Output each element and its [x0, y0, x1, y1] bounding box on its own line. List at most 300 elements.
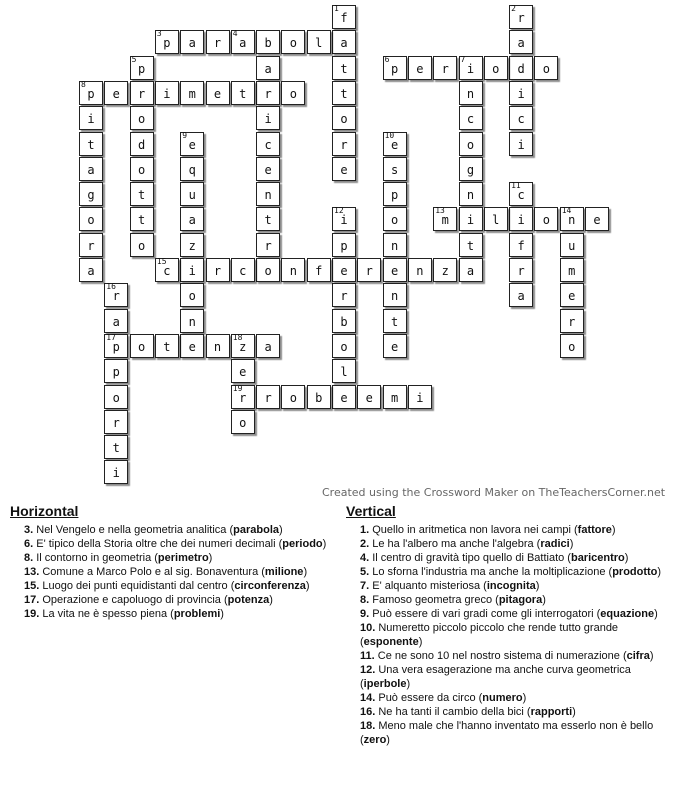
cell-letter: z — [239, 339, 247, 354]
grid-cell — [104, 359, 128, 383]
cell-letter: n — [390, 238, 399, 253]
cell-letter: o — [542, 61, 550, 76]
clue-item-answer: periodo — [282, 538, 323, 550]
grid-cell — [509, 56, 533, 80]
grid-cell — [180, 157, 204, 181]
grid-cell — [560, 334, 584, 358]
clue-item-close: ) — [418, 636, 423, 648]
clue-item-number: 14. — [360, 692, 376, 704]
grid-cell — [79, 258, 103, 282]
grid-cell — [307, 385, 331, 409]
grid-cell — [256, 207, 280, 231]
cell-letter: o — [264, 264, 272, 278]
cell-letter: e — [568, 289, 576, 304]
cell-letter: t — [340, 61, 348, 76]
cell-letter: o — [289, 86, 297, 101]
cell-letter: r — [365, 264, 373, 278]
cell-letter: r — [568, 314, 576, 329]
clue-item-close: ) — [279, 524, 283, 536]
cell-letter: d — [137, 137, 146, 152]
cell-letter: t — [112, 441, 120, 456]
grid-cell — [155, 334, 179, 358]
cell-letter: i — [416, 390, 424, 405]
clue-item-text: Il centro di gravità tipo quello di Battiato ( — [369, 552, 571, 564]
cell-letter: n — [466, 188, 475, 203]
clue-number: 8 — [81, 79, 86, 89]
clue-item — [360, 663, 666, 691]
clue-item — [360, 621, 666, 649]
clue-item — [24, 607, 340, 621]
grid-cell — [383, 309, 407, 333]
grid-cell — [130, 81, 154, 105]
clue-item-close: ) — [303, 566, 308, 578]
cell-letter: e — [340, 162, 348, 177]
clue-item-number: 19. — [24, 608, 40, 620]
grid-cell — [433, 56, 457, 80]
grid-cell — [509, 233, 533, 257]
cell-letter: o — [492, 61, 500, 76]
grid-cell — [332, 283, 356, 307]
grid-cell — [256, 182, 280, 206]
grid-cell — [79, 233, 103, 257]
grid-cell — [256, 233, 280, 257]
grid-cell — [180, 207, 204, 231]
cell-letter: i — [517, 213, 525, 228]
cell-letter: e — [239, 365, 247, 380]
clue-item-number: 4. — [360, 552, 370, 564]
cell-letter: z — [441, 264, 449, 278]
cell-letter: t — [239, 86, 247, 101]
grid-cell — [206, 30, 230, 54]
cell-letter: a — [340, 36, 348, 51]
cell-letter: t — [163, 339, 171, 354]
clue-number: 3 — [156, 29, 162, 39]
clue-item-close: ) — [611, 524, 616, 536]
cell-letter: c — [466, 112, 475, 127]
cell-letter: o — [137, 112, 146, 127]
grid-cell — [130, 132, 154, 156]
cell-letter: m — [441, 213, 449, 228]
grid-cell — [231, 359, 255, 383]
clue-item — [360, 551, 666, 565]
clue-number: 2 — [511, 4, 516, 13]
clue-item — [360, 607, 666, 621]
clue-item-close: ) — [569, 538, 574, 550]
cell-letter: f — [340, 11, 348, 25]
clue-item-close: ) — [305, 580, 310, 592]
clue-item-close: ) — [649, 650, 654, 662]
grid-cell — [560, 207, 584, 231]
cell-letter: r — [87, 238, 95, 253]
grid-cell — [484, 207, 508, 231]
clue-item-text: Lo sforna l'industria ma anche la moltiplicazione ( — [369, 566, 613, 578]
grid-cell — [332, 207, 356, 231]
cell-letter: a — [264, 61, 272, 76]
cell-letter: r — [264, 238, 272, 253]
clue-item — [24, 565, 340, 579]
cell-letter: m — [390, 390, 399, 405]
clue-number: 1 — [334, 4, 339, 13]
cell-letter: r — [517, 264, 525, 278]
cell-letter: e — [213, 86, 222, 101]
clue-item-close: ) — [208, 552, 213, 564]
cell-letter: f — [517, 238, 525, 253]
grid-cell — [256, 258, 280, 282]
grid-cell — [130, 106, 154, 130]
grid-cell — [534, 207, 558, 231]
grid-cell — [357, 258, 381, 282]
grid-cell — [408, 258, 432, 282]
cell-letter: e — [112, 86, 120, 101]
grid-cell — [79, 132, 103, 156]
clue-item-close: ) — [220, 608, 224, 620]
grid-cell — [509, 283, 533, 307]
grid-cell — [104, 410, 128, 434]
grid-cell — [332, 81, 356, 105]
clue-number: 11 — [511, 181, 521, 191]
cell-letter: a — [466, 264, 475, 278]
vertical-heading: Vertical — [346, 503, 396, 519]
grid-cell — [383, 132, 407, 156]
grid-cell — [79, 157, 103, 181]
clue-item-text: E' tipico della Storia oltre che dei numeri decimali ( — [33, 538, 283, 550]
clue-item-number: 8. — [360, 594, 370, 606]
grid-cell — [307, 30, 331, 54]
clue-item-text: Una vera esagerazione ma anche curva geometrica ( — [360, 664, 631, 690]
grid-cell — [180, 283, 204, 307]
cell-letter: l — [315, 36, 323, 51]
cell-letter: n — [466, 86, 475, 101]
grid-cell — [509, 182, 533, 206]
grid-cell — [104, 81, 128, 105]
cell-letter: i — [188, 264, 196, 278]
grid-cell — [560, 233, 584, 257]
cell-letter: n — [188, 314, 196, 329]
grid-cell — [383, 56, 407, 80]
horizontal-heading: Horizontal — [10, 503, 79, 519]
grid-cell — [509, 258, 533, 282]
clue-item-answer: esponente — [363, 636, 419, 648]
grid-cell — [104, 435, 128, 459]
cell-letter: z — [188, 238, 196, 253]
clue-item-close: ) — [535, 580, 540, 592]
clue-item — [24, 579, 340, 593]
grid-cell — [231, 334, 255, 358]
grid-cell — [509, 132, 533, 156]
grid-cell — [433, 258, 457, 282]
grid-cell — [459, 207, 483, 231]
grid-cell — [79, 106, 103, 130]
grid-cell — [383, 385, 407, 409]
grid-cell — [560, 258, 584, 282]
clue-item-answer: perimetro — [157, 552, 209, 564]
grid-cell — [509, 106, 533, 130]
grid-cell — [130, 207, 154, 231]
clue-item-number: 16. — [360, 706, 376, 718]
clue-item-answer: radici — [540, 538, 570, 550]
clue-number: 18 — [232, 332, 243, 342]
clue-item-text: La vita ne è spesso piena ( — [39, 608, 174, 620]
clue-number: 6 — [384, 54, 390, 64]
grid-cell — [104, 283, 128, 307]
grid-cell — [130, 157, 154, 181]
cell-letter: r — [112, 289, 120, 304]
clue-item-text: Quello in aritmetica non lavora nei campi ( — [369, 524, 578, 536]
cell-letter: i — [264, 112, 272, 127]
grid-cell — [332, 334, 356, 358]
cell-letter: b — [315, 390, 323, 405]
clue-item-answer: equazione — [600, 608, 655, 620]
clue-item-close: ) — [522, 692, 527, 704]
cell-letter: l — [492, 213, 500, 228]
cell-letter: p — [112, 365, 120, 380]
cell-letter: r — [264, 390, 272, 405]
clue-item-text: Può essere da circo ( — [375, 692, 483, 704]
cell-letter: o — [289, 36, 297, 51]
clue-item-close: ) — [572, 706, 576, 718]
cell-letter: p — [137, 61, 146, 76]
clue-item-answer: baricentro — [570, 552, 625, 564]
vertical-clues — [346, 503, 666, 747]
cell-letter: p — [87, 86, 95, 101]
clue-item — [24, 593, 340, 607]
cell-letter: t — [390, 314, 399, 329]
grid-cell — [332, 5, 356, 29]
cell-letter: o — [542, 213, 550, 228]
cell-letter: o — [340, 112, 348, 127]
grid-cell — [408, 56, 432, 80]
grid-cell — [231, 81, 255, 105]
cell-letter: p — [112, 339, 120, 354]
clue-item-close: ) — [624, 552, 629, 564]
cell-letter: n — [568, 213, 576, 228]
grid-cell — [104, 309, 128, 333]
cell-letter: r — [213, 264, 222, 278]
grid-cell — [180, 258, 204, 282]
clue-item-answer: incognita — [486, 580, 536, 592]
clue-item — [24, 523, 340, 537]
clue-item-text: Meno male che l'hanno inventato ma esserlo non è bello ( — [360, 720, 654, 746]
clue-item — [24, 551, 340, 565]
grid-cell — [256, 334, 280, 358]
cell-letter: a — [239, 36, 247, 51]
clue-item — [360, 691, 666, 705]
cell-letter: o — [137, 238, 146, 253]
cell-letter: r — [517, 11, 525, 25]
grid-cell — [130, 334, 154, 358]
cell-letter: u — [568, 238, 576, 253]
grid-cell — [332, 309, 356, 333]
clue-item-close: ) — [386, 734, 390, 746]
grid-cell — [104, 460, 128, 484]
clue-item-answer: iperbole — [363, 678, 407, 690]
grid-cell — [383, 157, 407, 181]
clue-item-number: 2. — [360, 538, 370, 550]
grid-cell — [509, 30, 533, 54]
clue-item-number: 3. — [24, 524, 34, 536]
clue-number: 4 — [232, 29, 238, 39]
cell-letter: i — [112, 466, 120, 481]
clue-item-number: 9. — [360, 608, 370, 620]
cell-letter: i — [340, 213, 348, 228]
clue-item-close: ) — [657, 566, 662, 578]
grid-cell — [155, 30, 179, 54]
clue-item-close: ) — [654, 608, 658, 620]
cell-letter: t — [340, 86, 348, 101]
grid-cell — [383, 334, 407, 358]
clue-item-number: 10. — [360, 622, 376, 634]
clue-item-text: Famoso geometra greco ( — [369, 594, 499, 606]
clue-item-answer: numero — [482, 692, 523, 704]
grid-cell — [256, 30, 280, 54]
grid-cell — [332, 157, 356, 181]
grid-cell — [383, 233, 407, 257]
cell-letter: p — [340, 238, 348, 253]
cell-letter: c — [239, 264, 247, 278]
clue-item — [360, 537, 666, 551]
cell-letter: n — [390, 289, 399, 304]
clue-item-close: ) — [269, 594, 273, 606]
cell-letter: b — [340, 314, 348, 329]
cell-letter: o — [87, 213, 95, 228]
grid-cell — [459, 233, 483, 257]
horizontal-clues — [10, 503, 340, 621]
grid-cell — [509, 5, 533, 29]
clue-item-number: 18. — [360, 720, 376, 732]
cell-letter: r — [239, 390, 247, 405]
cell-letter: d — [517, 61, 525, 76]
clue-item-text: Il contorno in geometria ( — [33, 552, 158, 564]
clue-item-number: 1. — [360, 524, 370, 536]
grid-cell — [180, 30, 204, 54]
grid-cell — [459, 157, 483, 181]
cell-letter: i — [87, 112, 95, 127]
cell-letter: e — [188, 137, 196, 152]
clue-item-answer: circonferenza — [234, 580, 306, 592]
cell-letter: n — [416, 264, 424, 278]
grid-cell — [231, 258, 255, 282]
grid-cell — [332, 30, 356, 54]
clue-item-number: 11. — [360, 650, 375, 662]
clue-item-number: 17. — [24, 594, 40, 606]
cell-letter: r — [213, 36, 222, 51]
grid-cell — [79, 207, 103, 231]
grid-cell — [79, 81, 103, 105]
clue-item — [360, 593, 666, 607]
cell-letter: n — [264, 188, 272, 203]
cell-letter: t — [466, 238, 475, 253]
grid-cell — [180, 132, 204, 156]
clue-item — [360, 705, 666, 719]
cell-letter: o — [137, 339, 146, 354]
grid-cell — [357, 385, 381, 409]
clue-item-number: 15. — [24, 580, 40, 592]
cell-letter: q — [188, 162, 196, 177]
grid-cell — [383, 258, 407, 282]
cell-letter: g — [87, 188, 95, 203]
clue-number: 16 — [106, 282, 116, 292]
cell-letter: e — [365, 390, 373, 405]
cell-letter: t — [137, 188, 146, 203]
grid-cell — [79, 182, 103, 206]
grid-cell — [180, 182, 204, 206]
horizontal-clue-list — [10, 523, 340, 621]
cell-letter: e — [390, 137, 399, 152]
cell-letter: o — [112, 390, 120, 405]
grid-cell — [231, 30, 255, 54]
cell-letter: p — [390, 61, 399, 76]
cell-letter: r — [264, 86, 272, 101]
grid-cell — [206, 334, 230, 358]
grid-cell — [155, 258, 179, 282]
grid-cell — [459, 56, 483, 80]
clue-item-close: ) — [322, 538, 327, 550]
clue-item-answer: parabola — [233, 524, 280, 536]
grid-cell — [281, 30, 305, 54]
grid-cell — [534, 56, 558, 80]
grid-cell — [332, 385, 356, 409]
grid-cell — [484, 56, 508, 80]
cell-letter: t — [87, 137, 95, 152]
clue-item-answer: zero — [363, 734, 387, 746]
grid-cell — [509, 207, 533, 231]
clue-item-text: E' alquanto misteriosa ( — [369, 580, 487, 592]
grid-cell — [130, 56, 154, 80]
grid-cell — [256, 157, 280, 181]
grid-cell — [459, 132, 483, 156]
grid-cell — [256, 56, 280, 80]
clue-item-text: Comune a Marco Polo e al sig. Bonaventura ( — [39, 566, 265, 578]
cell-letter: f — [315, 264, 323, 278]
cell-letter: b — [264, 36, 272, 51]
cell-letter: a — [188, 36, 196, 51]
grid-cell — [180, 81, 204, 105]
grid-cell — [585, 207, 609, 231]
cell-letter: o — [289, 390, 297, 405]
grid-cell — [509, 81, 533, 105]
grid-cell — [560, 309, 584, 333]
cell-letter: g — [466, 162, 475, 177]
cell-letter: a — [188, 213, 196, 228]
cell-letter: t — [137, 213, 146, 228]
cell-letter: i — [163, 86, 171, 101]
clue-item-text: Ce ne sono 10 nel nostro sistema di numerazione ( — [374, 650, 627, 662]
cell-letter: r — [340, 289, 348, 304]
cell-letter: u — [188, 188, 196, 203]
clue-item-close: ) — [542, 594, 546, 606]
clue-number: 10 — [384, 130, 395, 140]
cell-letter: m — [188, 86, 196, 101]
cell-letter: c — [517, 188, 525, 203]
grid-cell — [281, 81, 305, 105]
clue-number: 19 — [232, 383, 243, 393]
clue-number: 15 — [156, 257, 167, 266]
clue-item-number: 6. — [24, 538, 34, 550]
grid-cell — [332, 233, 356, 257]
cell-letter: a — [87, 264, 95, 278]
cell-letter: p — [163, 36, 171, 51]
clue-item-answer: fattore — [577, 524, 612, 536]
grid-cell — [459, 81, 483, 105]
cell-letter: a — [517, 289, 525, 304]
cell-letter: e — [340, 390, 348, 405]
cell-letter: r — [137, 86, 146, 101]
cell-letter: n — [213, 339, 222, 354]
cell-letter: c — [264, 137, 272, 152]
cell-letter: i — [466, 61, 475, 76]
clue-number: 7 — [460, 54, 466, 64]
clue-item-number: 13. — [24, 566, 40, 578]
